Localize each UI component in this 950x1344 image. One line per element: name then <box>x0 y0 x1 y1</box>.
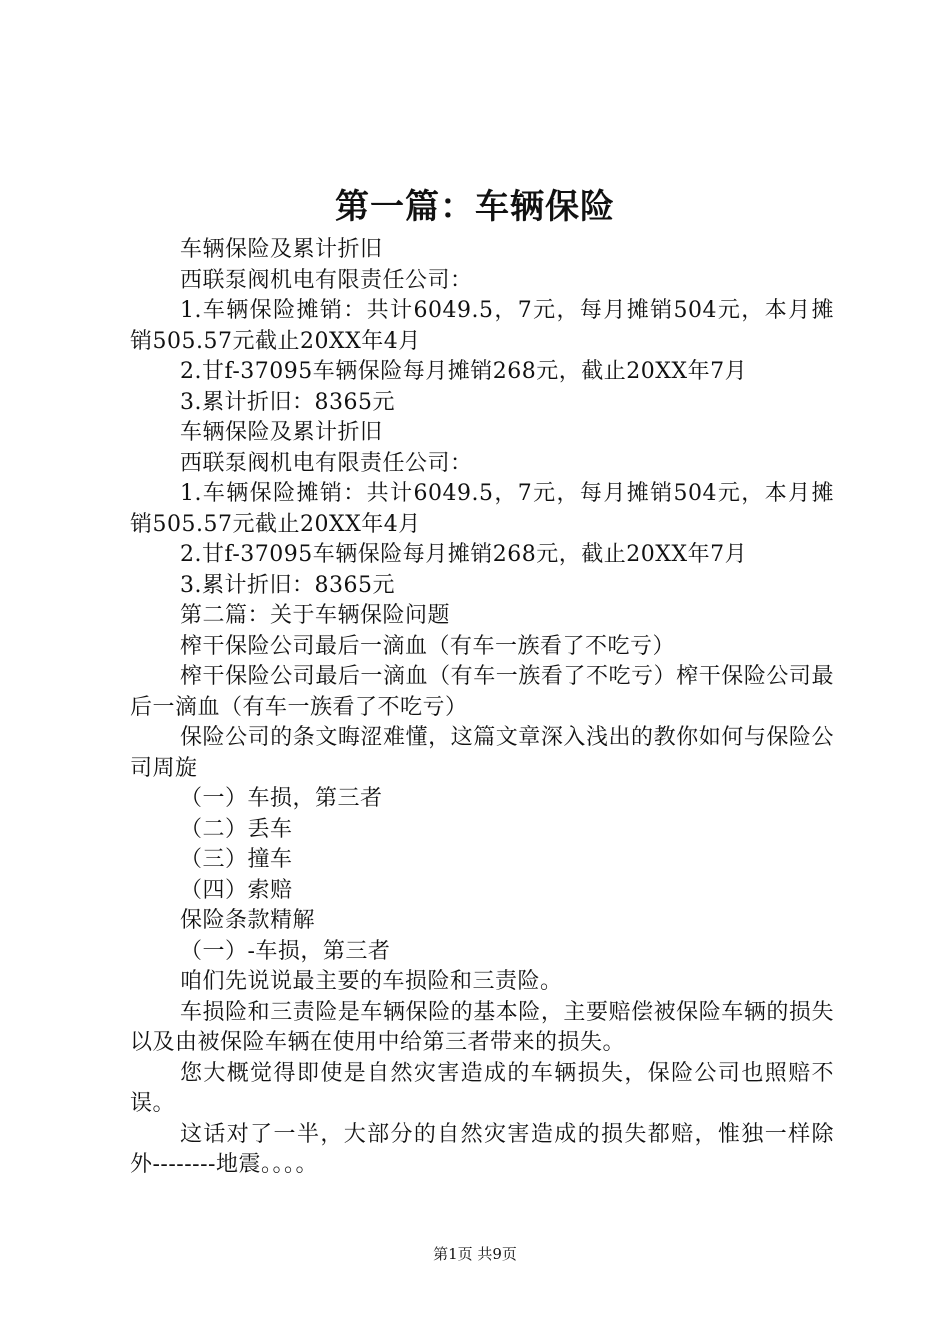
paragraph: 西联泵阀机电有限责任公司： <box>180 267 473 293</box>
list-item: （一）车损，第三者 <box>180 786 383 811</box>
document-title: 第一篇：车辆保险 <box>335 187 615 227</box>
paragraph: 保险公司的条文晦涩难懂，这篇文章深入浅出的教你如何与保险公司周旋 <box>130 725 834 781</box>
paragraph: 咱们先说说最主要的车损险和三责险。 <box>180 969 563 994</box>
document-body <box>130 235 834 1181</box>
paragraph: 1.车辆保险摊销：共计6049.5，7元，每月摊销504元，本月摊销505.57元截止20XX年4月 <box>130 481 834 537</box>
section-heading: 第二篇：关于车辆保险问题 <box>180 603 451 628</box>
paragraph: 2.甘f-37095车辆保险每月摊销268元，截止20XX年7月 <box>180 542 748 567</box>
paragraph: 3.累计折旧：8365元 <box>180 572 395 598</box>
paragraph: 西联泵阀机电有限责任公司： <box>180 450 473 476</box>
paragraph: 车损险和三责险是车辆保险的基本险，主要赔偿被保险车辆的损失以及由被保险车辆在使用中给第三者带来的损失。 <box>130 999 834 1055</box>
paragraph: 榨干保险公司最后一滴血（有车一族看了不吃亏）榨干保险公司最后一滴血（有车一族看了不吃亏） <box>130 664 834 720</box>
page-number-footer: 第1页 共9页 <box>433 1245 517 1263</box>
paragraph: 1.车辆保险摊销：共计6049.5，7元，每月摊销504元，本月摊销505.57元截止20XX年4月 <box>130 298 834 354</box>
list-item: （二）丢车 <box>180 816 293 842</box>
list-item: （三）撞车 <box>180 847 293 872</box>
list-item: （四）索赔 <box>180 877 293 903</box>
paragraph: 3.累计折旧：8365元 <box>180 389 395 415</box>
paragraph: 车辆保险及累计折旧 <box>180 237 383 262</box>
paragraph: 这话对了一半，大部分的自然灾害造成的损失都赔，惟独一样除外--------地震。。。。 <box>130 1121 834 1177</box>
paragraph: 车辆保险及累计折旧 <box>180 420 383 445</box>
paragraph: 保险条款精解 <box>180 908 316 933</box>
list-item: （一）-车损，第三者 <box>180 938 391 964</box>
paragraph: 榨干保险公司最后一滴血（有车一族看了不吃亏） <box>180 633 676 659</box>
paragraph: 您大概觉得即使是自然灾害造成的车辆损失，保险公司也照赔不误。 <box>130 1060 834 1116</box>
paragraph: 2.甘f-37095车辆保险每月摊销268元，截止20XX年7月 <box>180 359 748 384</box>
